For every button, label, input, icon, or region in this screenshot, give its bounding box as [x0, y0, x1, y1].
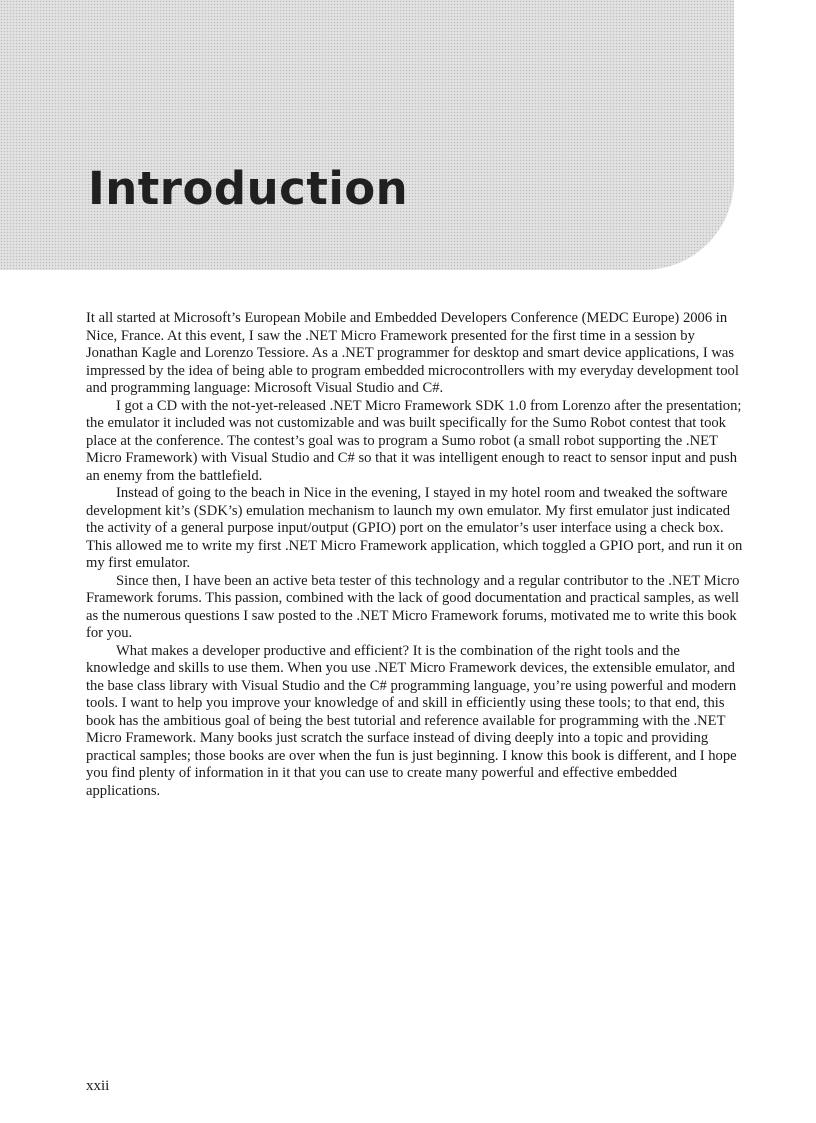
- body-text: [86, 310, 744, 800]
- paragraph-1: It all started at Microsoft’s European Mobile and Embedded Developers Conference (MEDC Europe) 2006 in Nice, France. At this event, I saw the .NET Micro Framework presented for the first time in a session by Jonathan Kagle and Lorenzo Tessiore. As a .NET programmer for desktop and smart device applications, I was impressed by the idea of being able to program embedded microcontrollers with my everyday development tool and programming language: Microsoft Visual Studio and C#.: [86, 310, 739, 396]
- paragraph-5: What makes a developer productive and efficient? It is the combination of the right tools and the knowledge and skills to use them. When you use .NET Micro Framework devices, the extensible emulator, and the base class library with Visual Studio and the C# programming language, you’re using powerful and modern tools. I want to help you improve your knowledge of and skill in efficiently using these tools; to that end, this book has the ambitious goal of being the best tutorial and reference available for programming with the .NET Micro Framework. Many books just scratch the surface instead of diving deeply into a topic and providing practical samples; those books are over when the fun is just beginning. I know this book is different, and I hope you find plenty of information in it that you can use to create many powerful and effective embedded applications.: [86, 642, 737, 799]
- chapter-title: Introduction: [88, 162, 409, 215]
- paragraph-4: Since then, I have been an active beta tester of this technology and a regular contributor to the .NET Micro Framework forums. This passion, combined with the lack of good documentation and practical samples, as well as the numerous questions I saw posted to the .NET Micro Framework forums, motivated me to write this book for you.: [86, 572, 740, 641]
- page-number: xxii: [86, 1078, 110, 1094]
- paragraph-2: I got a CD with the not-yet-released .NET Micro Framework SDK 1.0 from Lorenzo after the presentation; the emulator it included was not customizable and was built specifically for the Sumo Robot contest that took place at the conference. The contest’s goal was to program a Sumo robot (a small robot supporting the .NET Micro Framework) with Visual Studio and C# so that it was intelligent enough to react to sensor input and push an enemy from the battlefield.: [86, 397, 742, 484]
- paragraph-3: Instead of going to the beach in Nice in the evening, I stayed in my hotel room and tweaked the software development kit’s (SDK’s) emulation mechanism to launch my own emulator. My first emulator just indicated the activity of a general purpose input/output (GPIO) port on the emulator’s user interface using a check box. This allowed me to write my first .NET Micro Framework application, which toggled a GPIO port, and run it on my first emulator.: [86, 485, 743, 571]
- chapter-header-band: [0, 0, 734, 270]
